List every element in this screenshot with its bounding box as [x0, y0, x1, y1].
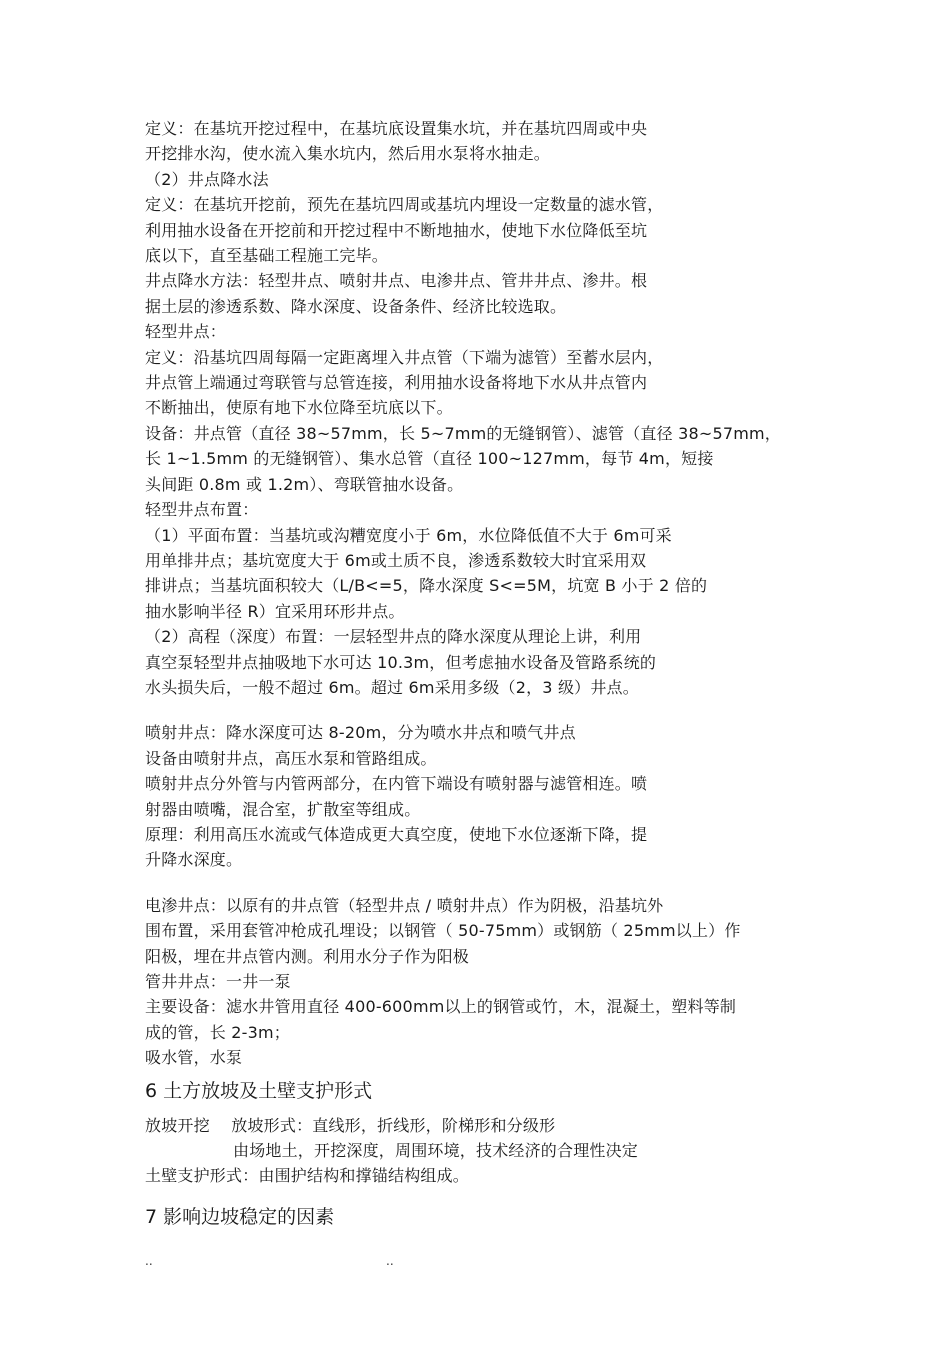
text-line: 长 1~1.5mm 的无缝钢管）、集水总管（直径 100~127mm，每节 4m，短接 — [145, 449, 714, 469]
section-6-line-1: 放坡开挖 放坡形式：直线形，折线形，阶梯形和分级形 — [145, 1115, 556, 1135]
text-line: 定义：在基坑开挖前，预先在基坑四周或基坑内埋设一定数量的滤水管， — [145, 195, 664, 215]
document-body — [145, 116, 805, 1239]
text-line: 水头损失后，一般不超过 6m。超过 6m采用多级（2，3 级）井点。 — [145, 677, 639, 697]
text-line: 电渗井点：以原有的井点管（轻型井点 / 喷射井点）作为阴极，沿基坑外 — [145, 895, 664, 915]
text-line: （1）平面布置：当基坑或沟糟宽度小于 6m，水位降低值不大于 6m可采 — [145, 525, 672, 545]
text-line: （2）井点降水法 — [145, 169, 269, 189]
text-line: 吸水管，水泵 — [145, 1048, 243, 1068]
text-line: 升降水深度。 — [145, 850, 243, 870]
text-line: 轻型井点布置： — [145, 500, 259, 520]
paragraph-list — [145, 116, 805, 1071]
text-line: 管井井点：一井一泵 — [145, 972, 291, 991]
text-line: 围布置，采用套管冲枪成孔埋设；以钢管（ 50-75mm）或钢筋（ 25mm以上）作 — [145, 921, 741, 941]
text-line: 设备由喷射井点，高压水泵和管路组成。 — [145, 748, 437, 768]
text-line: 成的管，长 2-3m； — [145, 1022, 291, 1042]
text-line: 射器由喷嘴，混合室，扩散室等组成。 — [145, 799, 421, 819]
text-line: 主要设备：滤水井管用直径 400-600mm以上的钢管或竹，木，混凝土，塑料等制 — [145, 997, 737, 1017]
footer-right-marker: .. — [386, 1254, 394, 1268]
text-line: 用单排井点；基坑宽度大于 6m或土质不良，渗透系数较大时宜采用双 — [145, 550, 647, 570]
text-line: 设备：井点管（直径 38~57mm，长 5~7mm的无缝钢管）、滤管（直径 38~57mm， — [145, 423, 781, 443]
text-line: 据土层的渗透系数、降水深度、设备条件、经济比较选取。 — [145, 296, 567, 316]
paragraph-gap — [145, 873, 805, 893]
section-7-heading: 7 影响边坡稳定的因素 — [145, 1205, 335, 1228]
text-line: 喷射井点：降水深度可达 8-20m，分为喷水井点和喷气井点 — [145, 723, 576, 743]
text-line: 原理：利用高压水流或气体造成更大真空度，使地下水位逐渐下降，提 — [145, 824, 648, 844]
text-line: 利用抽水设备在开挖前和开挖过程中不断地抽水，使地下水位降低至坑 — [145, 220, 648, 240]
section-6-line-2: 由场地土，开挖深度，周围环境，技术经济的合理性决定 — [233, 1141, 639, 1161]
text-line: 头间距 0.8m 或 1.2m）、弯联管抽水设备。 — [145, 474, 464, 494]
text-line: 定义：沿基坑四周每隔一定距离埋入井点管（下端为滤管）至蓄水层内， — [145, 347, 664, 367]
text-line: 井点降水方法：轻型井点、喷射井点、电渗井点、管井井点、渗井。根 — [145, 271, 648, 291]
footer-left-marker: .. — [145, 1254, 153, 1268]
section-6-heading: 6 土方放坡及土壁支护形式 — [145, 1079, 373, 1102]
text-line: 排讲点；当基坑面积较大（L/B<=5，降水深度 S<=5M，坑宽 B 小于 2 倍的 — [145, 576, 708, 596]
section-6-line-3: 土壁支护形式：由围护结构和撑锚结构组成。 — [145, 1166, 470, 1186]
text-line: 底以下，直至基础工程施工完毕。 — [145, 246, 389, 266]
text-line: 抽水影响半径 R）宜采用环形井点。 — [145, 601, 405, 621]
text-line: 开挖排水沟，使水流入集水坑内，然后用水泵将水抽走。 — [145, 144, 551, 164]
text-line: 定义：在基坑开挖过程中，在基坑底设置集水坑，并在基坑四周或中央 — [145, 119, 648, 138]
paragraph-gap — [145, 700, 805, 720]
text-line: （2）高程（深度）布置：一层轻型井点的降水深度从理论上讲，利用 — [145, 627, 642, 647]
text-line: 喷射井点分外管与内管两部分，在内管下端设有喷射器与滤管相连。喷 — [145, 774, 648, 794]
text-line: 不断抽出，使原有地下水位降至坑底以下。 — [145, 398, 453, 418]
text-line: 阳极，埋在井点管内测。利用水分子作为阳极 — [145, 946, 470, 966]
text-line: 真空泵轻型井点抽吸地下水可达 10.3m，但考虑抽水设备及管路系统的 — [145, 652, 657, 672]
text-line: 井点管上端通过弯联管与总管连接，利用抽水设备将地下水从井点管内 — [145, 373, 648, 393]
text-line: 轻型井点： — [145, 322, 227, 342]
